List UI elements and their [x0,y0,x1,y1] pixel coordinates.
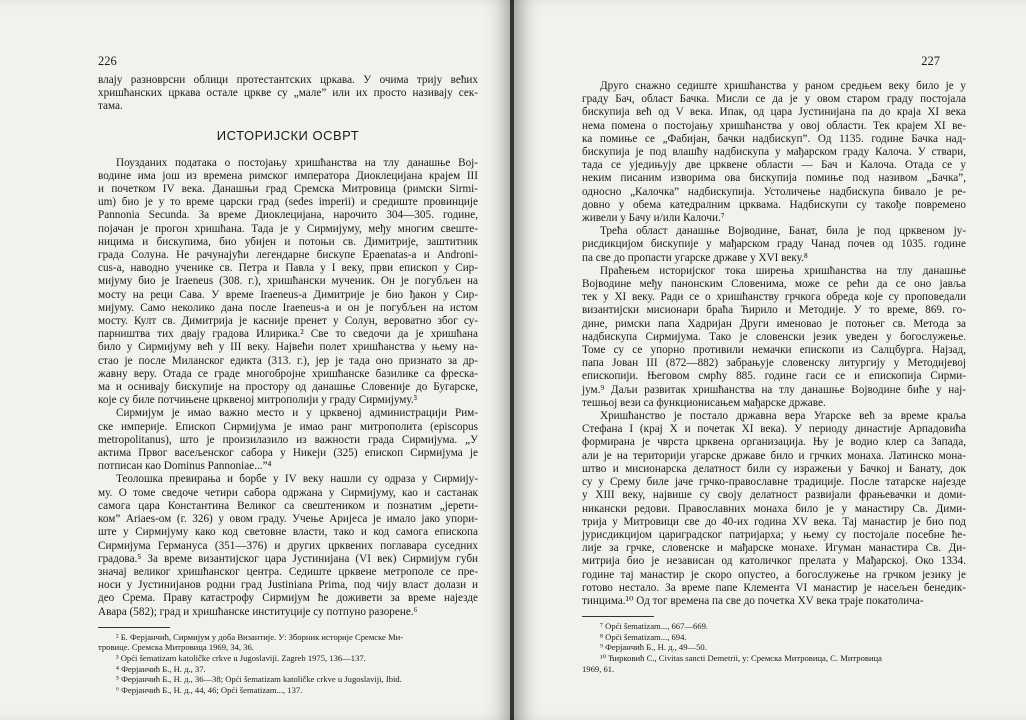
text-line: хришћанских цркава остале цркве су „мале” или их просто називају сек- [98,87,478,100]
text-line: трија у Митровици све до 40-их година XV века. Тај манастир је био под [582,515,966,528]
page-number-right: 227 [921,54,940,68]
text-line: јурисдикцијом цариградског патријарха; у њему су постојале посебне ће- [582,528,966,541]
text-line: надбискупа Сирмијума. Тако је словенски језик уведен у богослужење. [582,330,966,343]
paragraph [98,407,478,473]
paragraph [582,265,966,410]
footnote-line: ² Б. Ферјанчић, Сирмијум у доба Византије. У: Зборник историје Сремске Ми- [116,631,404,642]
text-line: metropolitanus), што је произилазило из важности града Сирмијума. „У [98,433,478,446]
footnote-rule [582,616,654,617]
text-line: папа Јован III (872—882) забрањује словенску литургију у Методијевој [582,357,966,370]
text-line: Сирмијума Германуса (351—376) и других црквених поглавара суседних [98,539,478,552]
text-line: значај великог хришћанског центра. Седиште црквене метрополе се пре- [98,565,478,578]
text-line: ште у Сирмијуму како код световне власти, тако и код самога епископа [98,526,478,539]
text-line: тинцима.¹⁰ Од тог времена па све до почетка XV века траје покатоличa- [582,594,924,607]
text-line: године тај манастир је скоро опустео, а богослужење на грчком језику је [582,568,966,581]
text-line: Праћењем историјског тока ширења хришћанства на тлу данашње [600,264,966,277]
right-footnotes [582,621,966,674]
text-line: појачан је прогон хришћана. Тада је у Сирмијуму, међу многим свеште- [98,222,478,235]
footnote-line: ¹⁰ Ћирковић С., Civitas sancti Demetrii, у: Сремска Митровица, С. Митровица [600,652,882,663]
text-line: мосту. Култ св. Димитрија је касније пренет у Солун, вероватно због су- [98,315,478,328]
text-line: самога цара Константина Великог са свештеником и познатим „јерети- [98,499,478,512]
text-line: носи у Јустинијанов родни град Justiniana Prima, под чију власт долази и [98,579,478,592]
text-line: тек у XI веку. Ради се о хришћанству грчкога обреда које су проповедали [582,291,966,304]
text-line: део Срема. Праву катастрофу Сирмијум ће доживети за време најезде [98,592,478,605]
text-line: cus-а, наводно ученике св. Петра и Павла у I веку, први епископ у Сир- [98,262,478,275]
text-line: ске империје. Епископ Сирмијума је имао ранг митрополита (episcopus [98,420,478,433]
paragraph [582,225,966,265]
left-page [0,0,512,720]
text-line: формирана је чврста црквена организација. Њу је водио клер са Запада, [582,436,966,449]
footnote-line: ⁸ Opći šematizam..., 694. [600,631,687,642]
footnote-line: ³ Opći šematizam katoličke crkve u Jugoslaviji. Zagreb 1975, 136—137. [116,652,366,663]
text-line: јум.⁹ Даљи развитак хришћанства на тлу данашње Војводине биће у нај- [582,383,966,396]
text-line: али је на територији угарске државе било и грчких монаха. Латинско мона- [582,449,966,462]
footnote-line: ⁵ Ферјанчић Б., Н. д., 36—38; Opći šematizam katoličke crkve u Jugoslaviji, Ibid. [116,674,402,685]
text-line: које су биле потчињене црквеној митрополији у граду Сирмијуму.³ [98,394,417,407]
intro-paragraph [98,74,478,114]
text-line: Авара (582); град и хришћанске институције су потпуно разорене.⁶ [98,605,418,618]
paragraph [98,157,478,408]
footnote-line: ⁹ Ферјанчић Б., Н. д., 49—50. [600,642,707,653]
right-page-text [582,80,966,674]
text-line: нема помена о постојању хришћанства у овој области. Тек крајем XI ве- [582,119,966,132]
text-line: влају разноврсни облици протестантских цркава. У очима трију већих [98,74,478,86]
text-line: градова.⁵ За време византијског цара Јустинијана (VI век) Сирмијум губи [98,552,478,565]
footnote-line: ⁷ Opći šematizam..., 667—669. [600,621,709,632]
text-line: um) био је у то време царски град (sedes imperii) и средиште провинције [98,196,478,209]
text-line: било у Сирмијуму већ у III веку. Највећи полет хришћанства у њему на- [98,341,478,354]
left-page-text [98,74,478,695]
text-line: жавну веру. Отада се граде многобројне хришћанске базилике са фреска- [98,367,478,380]
text-line: Трећа област данашње Војводине, Банат, била је под црквеном ју- [600,225,966,238]
text-line: стао је после Миланског едикта (313. г.), јер је тада оно признато за др- [98,354,478,367]
text-line: актима Првог васељенског сабора у Никеји (325) епископ Сирмијума је [98,447,478,460]
text-line: тешњој вези са функционисањем мађарске државе. [582,396,826,409]
text-line: штво и мисионарска делатност били су изражењи у Бачкој и Банату, док [582,462,966,475]
text-line: града Солуна. Не рачунајући легендарне бискупе Epaenatas-а и Androni- [98,249,478,262]
text-line: Поузданих података о постојању хришћанства на тлу данашње Вој- [116,156,478,169]
text-line: Хришћанство је постало државна вера Угарске већ за време краља [600,410,966,423]
text-line: Томе су се упорно противили немачки епископи из Салцбурга. Најзад, [582,344,966,357]
text-line: су у Срему биле јаче грчко-православне традиције. После татарске најезде [582,476,966,489]
text-line: мосту на реци Сава. У време Iraeneus-а Димитрије је био ђакон у Сир- [98,288,478,301]
paragraph [582,80,966,225]
text-line: ка помиње се „Фабијан, бачки надбискуп”. Од 1135. године Бачка над- [582,132,966,145]
paragraph [98,473,478,618]
text-line: рисдикцијом бискупије у мађарском граду Чанад почев од 1035. године [582,238,966,251]
text-line: митрија био је независан од католичког прелата у Мађарској. Око 1334. [582,555,966,568]
left-paragraphs [98,157,478,619]
text-line: неким писаним изворима ова бискупија помиње под називом „Бачка”, [582,172,966,185]
page-number-left: 226 [98,54,117,68]
text-line: никански редови. Православних монаха било је у манастиру Св. Дими- [582,502,966,515]
text-line: мијуму. Само неколико дана после Iraeneus-а и он је погубљен на истом [98,301,478,314]
text-line: му. О томе сведоче четири сабора одржана у Сирмијуму, као и састанак [98,486,478,499]
footnote-line: ⁶ Ферјанчић Б., Н. д., 44, 46; Opći šematizam..., 137. [116,684,303,695]
text-line: ком” Ariaes-ом (г. 326) у овом граду. Учење Аријеса је имало јако упори- [98,513,478,526]
text-line: тада се уједињују две црквене области — Бач и Калоча. Отада се у [582,159,966,172]
text-line: византијски мисионари браћа Ћирило и Методије. У то време, 869. го- [582,304,966,317]
text-line: па све до пропасти угарске државе у XVI веку.⁸ [582,251,808,264]
text-line: Pannonia Secunda. За време Диоклецијана, нарочито 304—305. године, [98,209,478,222]
footnote-line: ⁴ Ферјанчић Б., Н. д., 37. [116,663,206,674]
text-line: водине има још из времена римског императора Диоклецијана крајем III [98,169,478,182]
text-line: бискупија већ од V века. Ипак, од цара Јустинијана па до краја XI века [582,106,966,119]
text-line: епископији. Његовом смрћу 885. године гаси се и епископија Сирми- [582,370,966,383]
right-paragraphs [582,80,966,608]
text-line: граду Бач, област Бачка. Мисли се да је у овом старом граду постојала [582,93,966,106]
text-line: односно „Калочка” надбискупија. Устоличење надбискупа бивало је ре- [582,185,966,198]
footnote-line: тровице. Сремска Митровица 1969, 34, 36. [98,642,254,653]
footnote-line: 1969, 61. [582,663,615,674]
text-line: Стефана I (крај X и почетак XI века). У периоду династије Арпадовића [582,423,966,436]
text-line: парништва тих двају градова Илирика.² Све то сведочи да је хришћана [98,328,478,341]
text-line: у XIII веку, највише су своју делатност развијали фрањевачки и доми- [582,489,966,502]
text-line: довно у обема катедралним црквама. Надбискупи су такође повремено [582,198,966,211]
text-line: ницима и бискупима, био убијен и потоњи св. Димитрије, заштитник [98,235,478,248]
text-line: дине, римски папа Хадријан Други именовао је потоњег св. Метода за [582,317,966,330]
text-line: Сирмијум је имао важно место и у црквеној администрацији Рим- [116,407,478,420]
text-line: и почетком IV века. Данашњи град Сремска Митровица (римски Sirmi- [98,183,478,196]
text-line: потписан као Dominus Pannoniae...”⁴ [98,460,272,473]
text-line: Војводине међу панонским Словенима, може се рећи да се оно јавља [582,278,966,291]
paragraph [582,410,966,608]
text-line: живели у Бачу и/или Калочи.⁷ [582,212,725,225]
text-line: бискупија је под влашћу надбискупа у мађарском граду Калоча. У ствари, [582,146,966,159]
text-line: готово нестало. За време папе Клемента VI манастир је насељен бенедик- [582,581,966,594]
text-line: лије за грчке, словенске и мађарске монахе. Игуман манастира Св. Ди- [582,542,966,555]
right-page [514,0,1026,720]
section-heading: ИСТОРИЈСКИ ОСВРТ [216,127,360,143]
left-footnotes [98,632,478,696]
footnote-rule [98,627,170,628]
text-line: тама. [98,100,123,113]
text-line: мијуму био је Iraeneus (308. г.), хришћански мученик. Он је погубљен на [98,275,478,288]
text-line: ма и оснивају бискупије на простору од данашње Словеније до Бугарске, [98,381,478,394]
text-line: Друго снажно седиште хришћанства у раном средњем веку било је у [600,80,966,92]
text-line: Теолошка превирања и борбе у IV веку нашли су одраза у Сирмију- [116,473,478,486]
